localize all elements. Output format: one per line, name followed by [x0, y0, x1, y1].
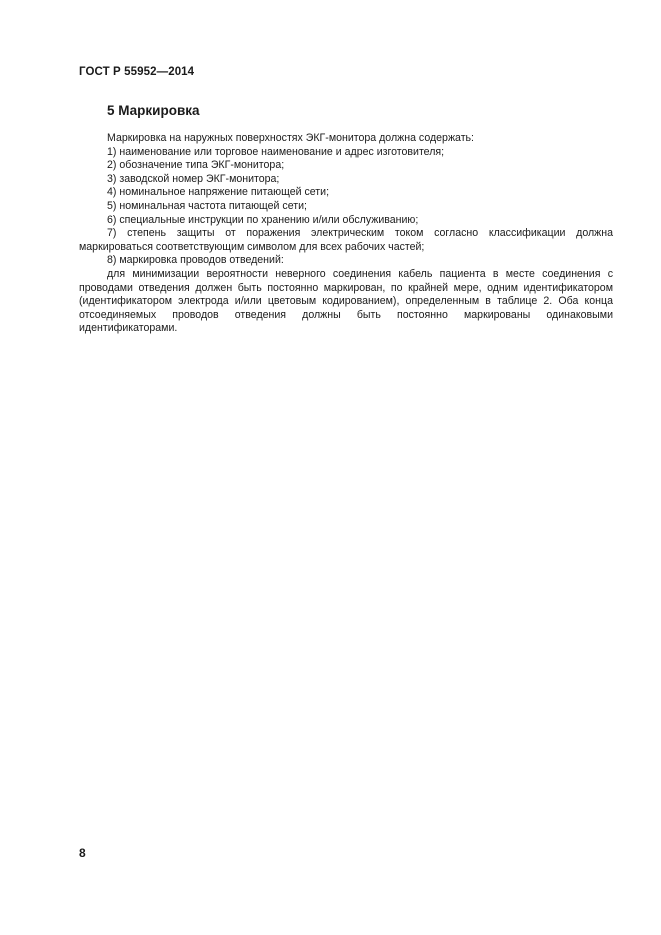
document-header-id: ГОСТ Р 55952—2014: [79, 66, 195, 78]
list-item: 8) маркировка проводов отведений:: [107, 254, 284, 267]
body-closing: для минимизации вероятности неверного соединения кабель пациента в месте соединения с проводами отведения должен быть постоянно маркирован, по крайней мере, одним идентификатором (идентификатором электрода и/или цветовым кодированием), определенным в таблице 2. Оба конца отсоединяемых проводов отведения должны быть постоянно маркированы одинаковыми идентификаторами.: [79, 267, 613, 335]
list-item: 4) номинальное напряжение питающей сети;: [107, 186, 330, 199]
page-number: 8: [79, 846, 86, 860]
list-item: 6) специальные инструкции по хранению и/или обслуживанию;: [107, 213, 419, 226]
list-item: 3) заводской номер ЭКГ-монитора;: [107, 172, 280, 185]
list-item: 1) наименование или торговое наименование и адрес изготовителя;: [107, 145, 445, 158]
section-title: 5 Маркировка: [107, 103, 200, 118]
list-item: 2) обозначение типа ЭКГ-монитора;: [107, 159, 285, 172]
list-item: 5) номинальная частота питающей сети;: [107, 199, 307, 212]
body-intro: Маркировка на наружных поверхностях ЭКГ-монитора должна содержать:: [107, 132, 475, 144]
section-body: [79, 132, 613, 336]
list-item: 7) степень защиты от поражения электрическим током согласно классификации должна маркироваться соответствующим символом для всех рабочих частей;: [79, 227, 613, 253]
